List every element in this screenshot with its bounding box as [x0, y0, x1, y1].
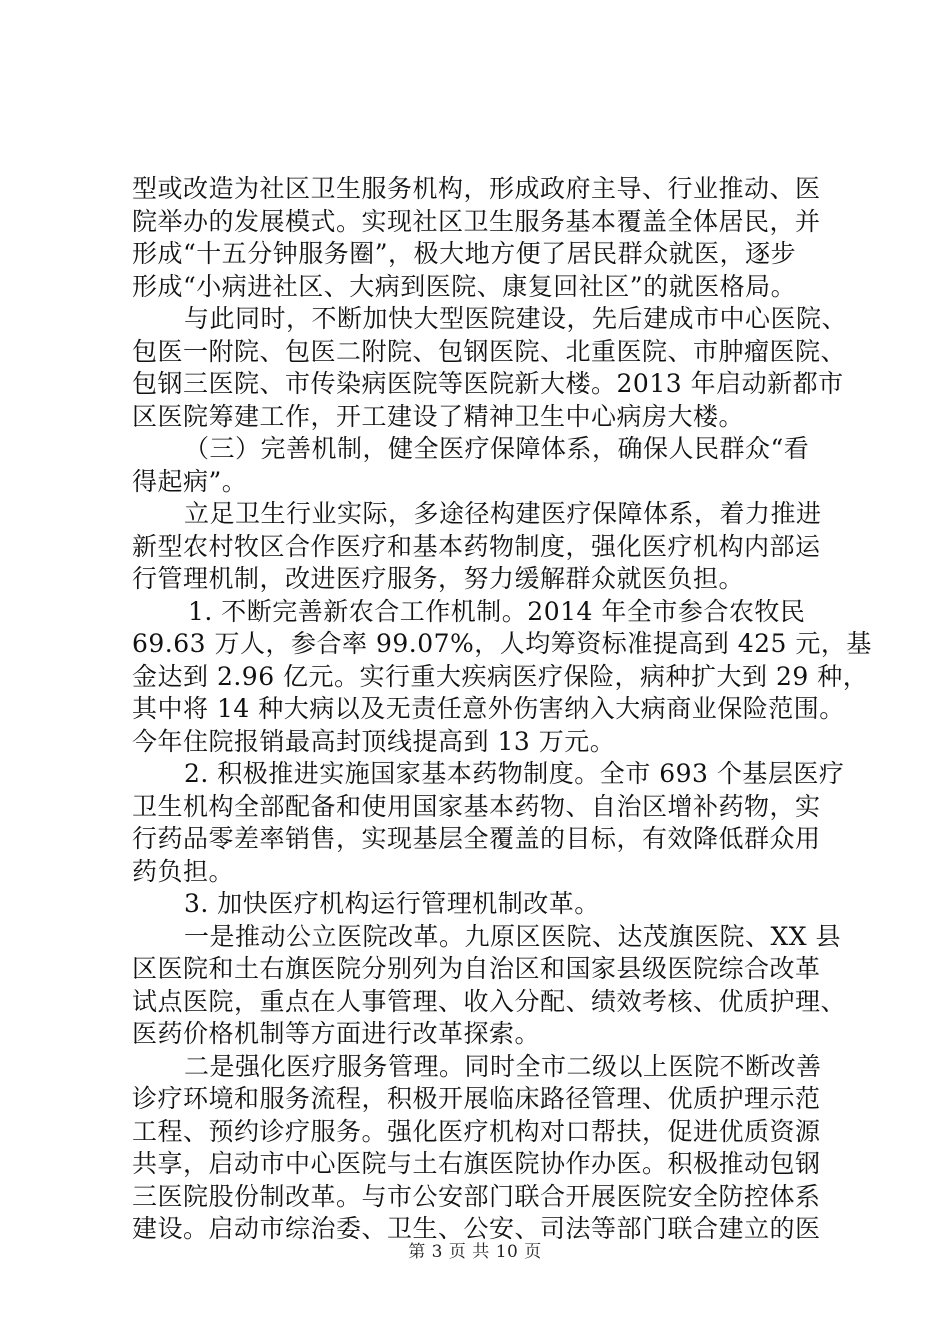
text-line: 新型农村牧区合作医疗和基本药物制度，强化医疗机构内部运	[132, 531, 821, 561]
text-line: 工程、预约诊疗服务。强化医疗机构对口帮扶，促进优质资源	[132, 1116, 821, 1146]
text-line: 形成“十五分钟服务圈”，极大地方便了居民群众就医，逐步	[132, 239, 797, 268]
text-line: 院举办的发展模式。实现社区卫生服务基本覆盖全体居民，并	[132, 206, 821, 236]
text-line: 一是推动公立医院改革。九原区医院、达茂旗医院、XX 县	[184, 921, 842, 951]
section-heading: 得起病”。	[132, 466, 248, 496]
text-line: 试点医院，重点在人事管理、收入分配、绩效考核、优质护理、	[132, 986, 847, 1016]
text-line: 金达到 2.96 亿元。实行重大疾病医疗保险，病种扩大到 29 种，	[132, 661, 869, 691]
text-line: 诊疗环境和服务流程，积极开展临床路径管理、优质护理示范	[132, 1084, 821, 1113]
text-line: 区医院筹建工作，开工建设了精神卫生中心病房大楼。	[132, 401, 745, 431]
text-line: 1. 不断完善新农合工作机制。2014 年全市参合农牧民	[188, 596, 806, 626]
text-line: 今年住院报销最高封顶线提高到 13 万元。	[132, 726, 616, 756]
text-line: 型或改造为社区卫生服务机构，形成政府主导、行业推动、医	[132, 174, 821, 203]
text-line: 69.63 万人，参合率 99.07%，人均筹资标准提高到 425 元，基	[132, 629, 872, 658]
text-line: 行管理机制，改进医疗服务，努力缓解群众就医负担。	[132, 564, 745, 593]
text-line: 行药品零差率销售，实现基层全覆盖的目标，有效降低群众用	[132, 824, 821, 853]
page-number-footer: 第 3 页 共 10 页	[408, 1242, 542, 1262]
section-heading: （三）完善机制，健全医疗保障体系，确保人民群众“看	[184, 434, 810, 463]
text-line: 2. 积极推进实施国家基本药物制度。全市 693 个基层医疗	[184, 759, 845, 788]
text-line: 药负担。	[132, 856, 235, 886]
text-line: 三医院股份制改革。与市公安部门联合开展医院安全防控体系	[132, 1181, 821, 1211]
text-line: 包医一附院、包医二附院、包钢医院、北重医院、市肿瘤医院、	[132, 336, 847, 366]
text-line: 卫生机构全部配备和使用国家基本药物、自治区增补药物，实	[132, 791, 821, 821]
text-line: 与此同时，不断加快大型医院建设，先后建成市中心医院、	[184, 304, 848, 333]
text-line: 二是强化医疗服务管理。同时全市二级以上医院不断改善	[184, 1051, 822, 1081]
text-line: 包钢三医院、市传染病医院等医院新大楼。2013 年启动新都市	[132, 369, 844, 398]
text-line: 区医院和土右旗医院分别列为自治区和国家县级医院综合改革	[132, 954, 821, 983]
text-line: 立足卫生行业实际，多途径构建医疗保障体系，着力推进	[184, 499, 822, 528]
text-line: 共享，启动市中心医院与土右旗医院协作办医。积极推动包钢	[132, 1149, 821, 1178]
text-line: 医药价格机制等方面进行改革探索。	[132, 1019, 541, 1048]
text-line: 3. 加快医疗机构运行管理机制改革。	[184, 889, 600, 918]
text-line: 其中将 14 种大病以及无责任意外伤害纳入大病商业保险范围。	[132, 694, 845, 723]
text-line: 形成“小病进社区、大病到医院、康复回社区”的就医格局。	[132, 271, 797, 301]
text-line: 建设。启动市综治委、卫生、公安、司法等部门联合建立的医	[132, 1214, 821, 1243]
